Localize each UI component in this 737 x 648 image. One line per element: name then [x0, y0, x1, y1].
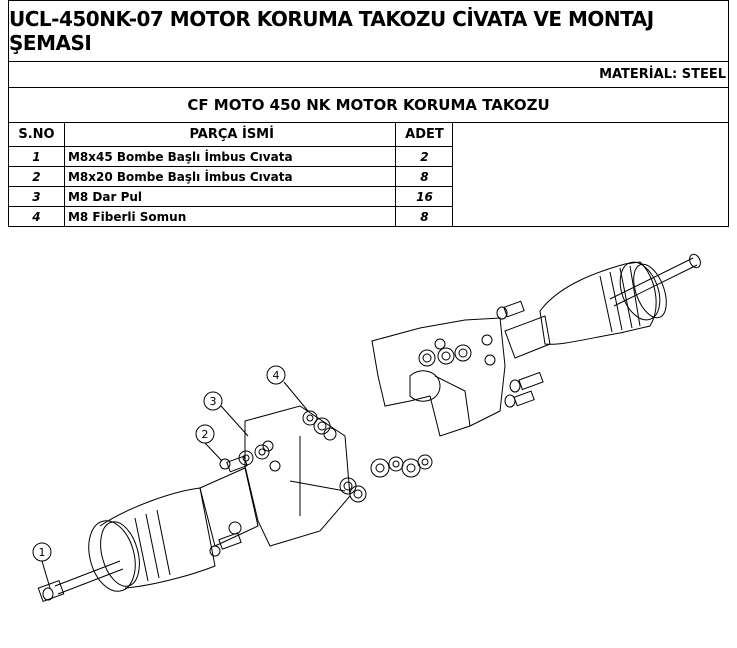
table-row — [9, 167, 729, 187]
callout-3 — [204, 392, 248, 436]
header-qty: ADET — [396, 123, 453, 147]
right-frame-slider — [371, 253, 702, 477]
row-sno: 4 — [9, 207, 65, 227]
assembly-drawing — [0, 236, 737, 648]
parts-table — [8, 122, 729, 227]
table-blank-cell — [453, 187, 729, 207]
product-name: CF MOTO 450 NK MOTOR KORUMA TAKOZU — [8, 87, 729, 123]
material-label: MATERİAL: STEEL — [8, 61, 729, 88]
table-row — [9, 187, 729, 207]
row-part-name: M8x20 Bombe Başlı İmbus Cıvata — [64, 167, 396, 187]
callout-number: 1 — [38, 546, 46, 559]
table-header-row — [9, 123, 729, 147]
callout-2 — [196, 425, 222, 461]
callout-1 — [33, 543, 51, 588]
row-part-name: M8 Fiberli Somun — [64, 207, 396, 227]
table-row — [9, 207, 729, 227]
table-blank-cell — [453, 207, 729, 227]
callout-number: 4 — [272, 369, 280, 382]
row-sno: 1 — [9, 147, 65, 167]
table-blank-cell — [453, 147, 729, 167]
row-sno: 2 — [9, 167, 65, 187]
header-part-name: PARÇA İSMİ — [64, 123, 396, 147]
header-sno: S.NO — [9, 123, 65, 147]
row-qty: 8 — [396, 167, 453, 187]
row-part-name: M8 Dar Pul — [64, 187, 396, 207]
row-qty: 8 — [396, 207, 453, 227]
row-qty: 16 — [396, 187, 453, 207]
callout-4 — [267, 366, 308, 411]
document-title: UCL-450NK-07 MOTOR KORUMA TAKOZU CİVATA VE MONTAJ ŞEMASI — [8, 0, 729, 62]
row-part-name: M8x45 Bombe Başlı İmbus Cıvata — [64, 147, 396, 167]
row-sno: 3 — [9, 187, 65, 207]
row-qty: 2 — [396, 147, 453, 167]
table-row — [9, 147, 729, 167]
table-blank-cell — [453, 167, 729, 187]
callout-number: 3 — [209, 395, 217, 408]
callout-number: 2 — [201, 428, 209, 441]
table-blank-cell — [453, 123, 729, 147]
